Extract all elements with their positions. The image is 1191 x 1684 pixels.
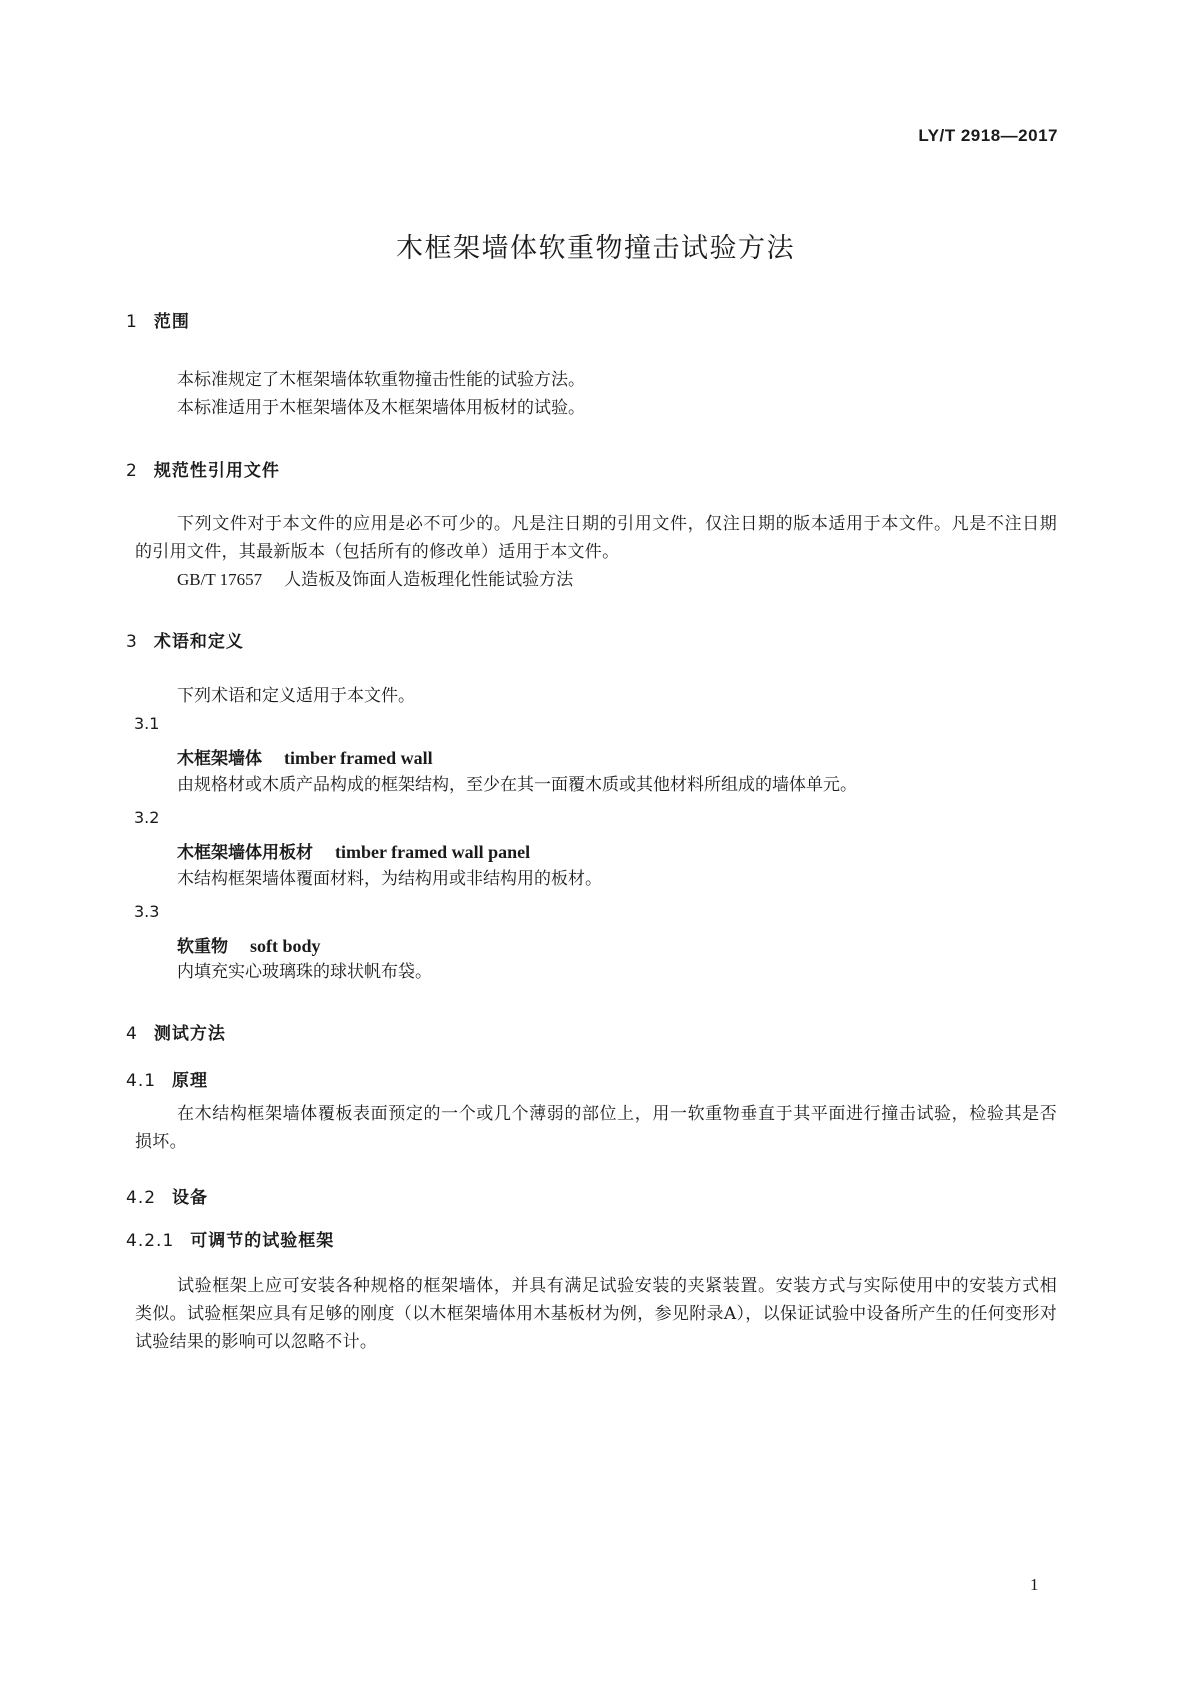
section-number: 4	[126, 1024, 138, 1044]
term-english: timber framed wall	[284, 748, 433, 768]
term-english: timber framed wall panel	[335, 842, 531, 862]
term-definition: 由规格材或木质产品构成的框架结构，至少在其一面覆木质或其他材料所组成的墙体单元。	[177, 775, 857, 795]
term-english: soft body	[250, 936, 321, 956]
section-1-heading	[126, 307, 190, 332]
section-4-heading	[126, 1019, 226, 1044]
section-number: 3	[126, 632, 138, 652]
subsection-4-2-heading	[126, 1183, 208, 1208]
page-number: 1	[1030, 1575, 1039, 1594]
paragraph: 本标准适用于木框架墙体及木框架墙体用板材的试验。	[177, 398, 585, 418]
paragraph: 在木结构框架墙体覆板表面预定的一个或几个薄弱的部位上，用一软重物垂直于其平面进行撞击试验，检验其是否损坏。	[135, 1104, 1057, 1152]
paragraph: 下列文件对于本文件的应用是必不可少的。凡是注日期的引用文件，仅注日期的版本适用于本文件。凡是不注日期的引用文件，其最新版本（包括所有的修改单）适用于本文件。	[135, 514, 1057, 562]
term-heading	[177, 744, 433, 769]
section-title: 可调节的试验框架	[190, 1231, 335, 1251]
term-name: 木框架墙体	[177, 749, 262, 769]
term-number: 3.2	[134, 808, 160, 827]
section-2-heading	[126, 456, 280, 481]
normative-reference	[177, 566, 573, 594]
section-title: 设备	[172, 1188, 209, 1208]
term-number: 3.3	[134, 902, 160, 921]
term-name: 木框架墙体用板材	[177, 843, 313, 863]
reference-code: GB/T 17657	[177, 570, 263, 589]
paragraph: 下列术语和定义适用于本文件。	[177, 686, 415, 706]
term-definition: 木结构框架墙体覆面材料，为结构用或非结构用的板材。	[177, 869, 602, 889]
subsection-4-1-heading	[126, 1066, 208, 1091]
paragraph: 本标准规定了木框架墙体软重物撞击性能的试验方法。	[177, 370, 585, 390]
section-number: 4.1	[126, 1071, 157, 1091]
section-number: 2	[126, 461, 138, 481]
subsection-4-2-1-heading	[126, 1226, 334, 1251]
reference-title: 人造板及饰面人造板理化性能试验方法	[284, 570, 574, 590]
section-title: 规范性引用文件	[153, 461, 280, 481]
term-heading	[177, 932, 321, 957]
section-title: 范围	[153, 312, 190, 332]
section-number: 1	[126, 312, 138, 332]
section-number: 4.2.1	[126, 1231, 175, 1251]
section-number: 4.2	[126, 1188, 157, 1208]
term-name: 软重物	[177, 937, 228, 957]
section-title: 原理	[172, 1071, 209, 1091]
term-number: 3.1	[134, 714, 160, 733]
section-3-heading	[126, 627, 244, 652]
term-definition: 内填充实心玻璃珠的球状帆布袋。	[177, 962, 432, 982]
standard-code: LY/T 2918—2017	[918, 126, 1058, 145]
section-title: 测试方法	[153, 1024, 226, 1044]
paragraph: 试验框架上应可安装各种规格的框架墙体，并具有满足试验安装的夹紧装置。安装方式与实际使用中的安装方式相类似。试验框架应具有足够的刚度（以木框架墙体用木基板材为例，参见附录A），以保证试验中设备所产生的任何变形对试验结果的影响可以忽略不计。	[135, 1276, 1057, 1352]
document-title: 木框架墙体软重物撞击试验方法	[396, 233, 795, 264]
section-title: 术语和定义	[153, 632, 244, 652]
term-heading	[177, 838, 530, 863]
